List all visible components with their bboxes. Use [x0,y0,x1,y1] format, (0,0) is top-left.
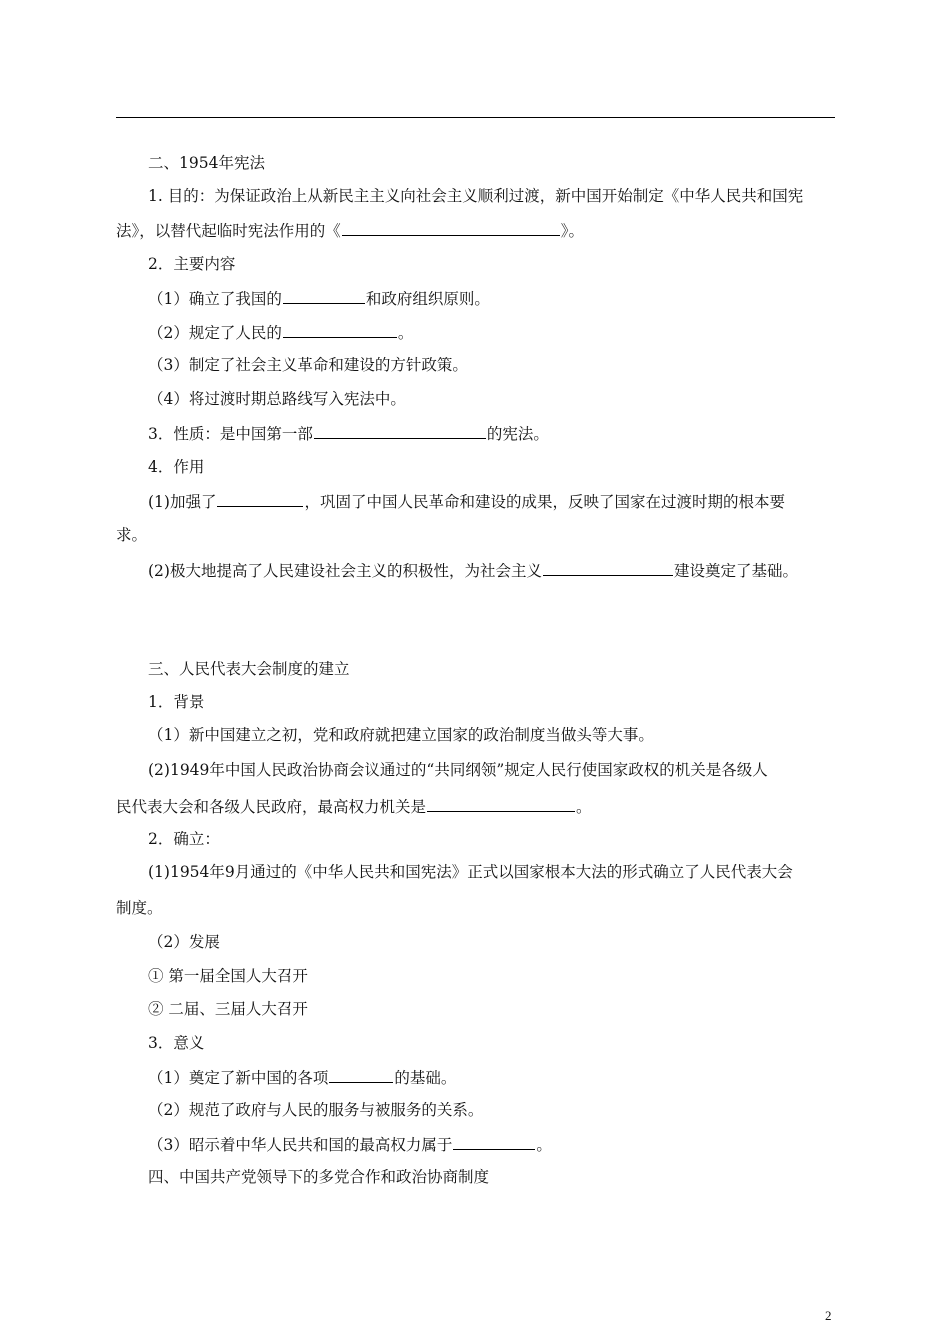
role-item-2: (2)极大地提高了人民建设社会主义的积极性，为社会主义 建设奠定了基础。 [148,562,798,580]
role-heading: 4．作用 [148,458,205,476]
significance-item-1: （1）奠定了新中国的各项 的基础。 [148,1069,457,1087]
blank-highest-authority[interactable] [427,796,575,812]
nature-line: 3．性质：是中国第一部 的宪法。 [148,425,549,443]
main-content-heading: 2．主要内容 [148,255,236,273]
section-3-heading: 三、人民代表大会制度的建立 [148,660,350,678]
significance-item-2: （2）规范了政府与人民的服务与被服务的关系。 [148,1101,484,1119]
purpose-line-1: 1. 目的：为保证政治上从新民主主义向社会主义顺利过渡，新中国开始制定《中华人民共和国宪 [148,187,804,205]
background-item-2: (2)1949年中国人民政治协商会议通过的“共同纲领”规定人民行使国家政权的机关是各级人 [148,761,768,779]
role-item-1-cont: 求。 [116,526,148,544]
establish-heading: 2．确立： [148,830,220,848]
blank-provisional-constitution[interactable] [342,220,560,236]
content-item-4: （4）将过渡时期总路线写入宪法中。 [148,390,406,408]
establish-item-1: (1)1954年9月通过的《中华人民共和国宪法》正式以国家根本大法的形式确立了人民代表大会 [148,863,793,881]
section-2-heading: 二、1954年宪法 [148,154,265,172]
blank-socialist-construction[interactable] [543,560,673,576]
content-item-3: （3）制定了社会主义革命和建设的方针政策。 [148,356,468,374]
development-item-1: ① 第一届全国人大召开 [148,967,308,985]
background-heading: 1．背景 [148,693,205,711]
blank-strengthened[interactable] [217,491,303,507]
blank-people-rights[interactable] [283,322,397,338]
significance-item-3: （3）昭示着中华人民共和国的最高权力属于 。 [148,1136,552,1154]
blank-power-belongs[interactable] [453,1134,535,1150]
purpose-line-2: 法》，以替代起临时宪法作用的《 》。 [116,222,585,240]
role-item-1: (1)加强了 ，巩固了中国人民革命和建设的成果，反映了国家在过渡时期的根本要 [148,493,785,511]
blank-foundation[interactable] [329,1067,393,1083]
development-item-2: ② 二届、三届人大召开 [148,1000,308,1018]
significance-heading: 3．意义 [148,1034,205,1052]
blank-constitution-type[interactable] [314,423,486,439]
page-number: 2 [825,1308,832,1323]
content-item-1: （1）确立了我国的 和政府组织原则。 [148,290,490,308]
header-rule [116,117,835,118]
content-item-2: （2）规定了人民的 。 [148,324,414,342]
background-item-2-cont: 民代表大会和各级人民政府，最高权力机关是 。 [116,798,592,816]
development-heading: （2）发展 [148,933,220,951]
blank-state-system[interactable] [283,288,365,304]
section-4-heading: 四、中国共产党领导下的多党合作和政治协商制度 [148,1168,490,1186]
background-item-1: （1）新中国建立之初，党和政府就把建立国家的政治制度当做头等大事。 [148,726,654,744]
establish-item-1-cont: 制度。 [116,899,163,917]
